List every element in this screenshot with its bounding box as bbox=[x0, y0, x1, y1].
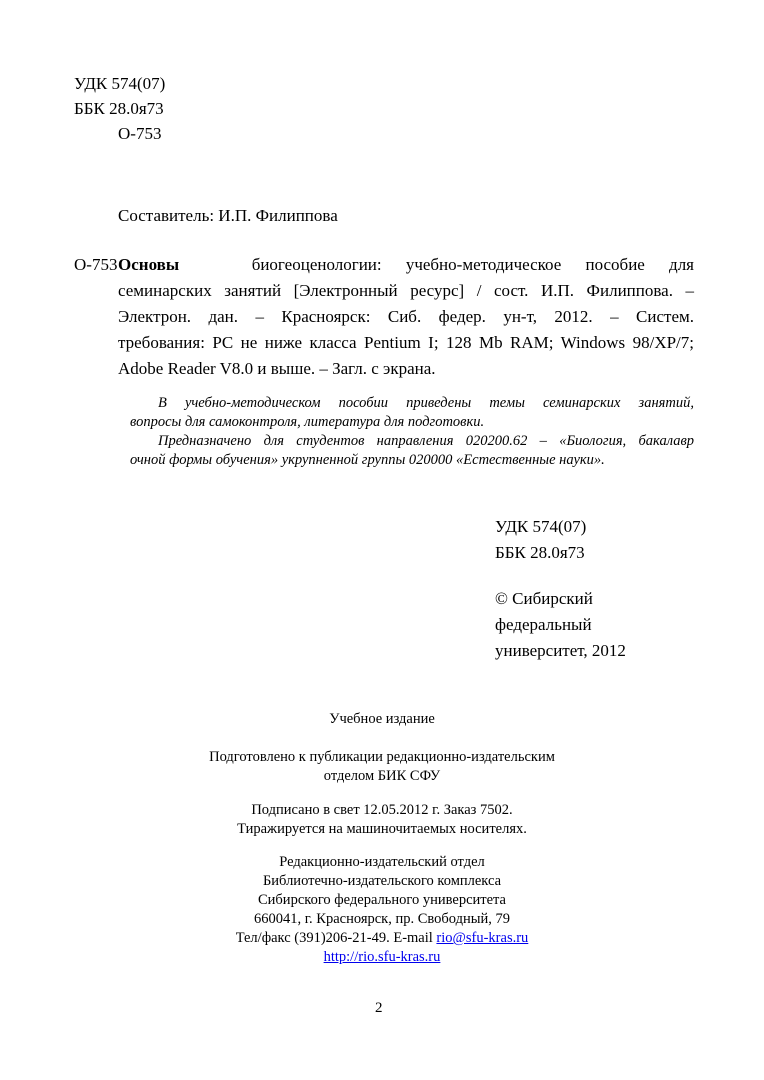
website-link[interactable]: http://rio.sfu-kras.ru bbox=[323, 949, 441, 965]
prepared-line: отделом БИК СФУ bbox=[323, 768, 441, 784]
annotation-line: В учебно-методическом пособии приведены темы семинарских занятий, bbox=[158, 395, 694, 411]
publisher-line: Сибирского федерального университета bbox=[258, 892, 506, 908]
annotation-line: Предназначено для студентов направления 020200.62 – «Биология, бакалавр bbox=[158, 433, 694, 449]
publisher-line: Редакционно-издательский отдел bbox=[279, 854, 485, 870]
classification-right bbox=[495, 514, 586, 566]
udk-code-right: УДК 574(07) bbox=[495, 517, 587, 536]
bbk-code-right: ББК 28.0я73 bbox=[495, 543, 585, 562]
annotation-line: вопросы для самоконтроля, литература для подготовки. bbox=[130, 414, 485, 430]
contact-text: Тел/факс (391)206-21-49. E-mail bbox=[235, 930, 437, 946]
publisher-line: Библиотечно-издательского комплекса bbox=[262, 873, 502, 889]
copyright-line: университет, 2012 bbox=[495, 641, 626, 660]
entry-title-bold: Основы bbox=[118, 255, 180, 274]
description-line bbox=[118, 252, 694, 278]
contact-line bbox=[0, 929, 764, 948]
description-line: семинарских занятий [Электронный ресурс] / сост. И.П. Филиппова. – bbox=[118, 281, 694, 300]
signed-block bbox=[0, 801, 764, 839]
description-text: биогеоценологии: учебно-методическое пособие для bbox=[251, 255, 694, 274]
signed-line: Тиражируется на машиночитаемых носителях. bbox=[237, 821, 527, 837]
bbk-code: ББК 28.0я73 bbox=[74, 99, 164, 118]
edition-type: Учебное издание bbox=[329, 711, 435, 727]
publisher-line: 660041, г. Красноярск, пр. Свободный, 79 bbox=[253, 911, 510, 927]
email-link[interactable]: rio@sfu-kras.ru bbox=[436, 930, 529, 946]
copyright-block bbox=[495, 586, 626, 664]
prepared-line: Подготовлено к публикации редакционно-издательским bbox=[209, 749, 555, 765]
publisher-block bbox=[0, 853, 764, 967]
description-line: Электрон. дан. – Красноярск: Сиб. федер. ун-т, 2012. – Систем. bbox=[118, 307, 694, 326]
author-sign-code: О-753 bbox=[118, 124, 162, 143]
signed-line: Подписано в свет 12.05.2012 г. Заказ 7502. bbox=[251, 802, 513, 818]
copyright-line: © Сибирский bbox=[495, 589, 593, 608]
description-line: требования: PC не ниже класса Pentium I; 128 Mb RAM; Windows 98/XP/7; bbox=[118, 333, 694, 352]
page-number: 2 bbox=[375, 1000, 383, 1016]
description-line: Adobe Reader V8.0 и выше. – Загл. с экрана. bbox=[118, 359, 436, 378]
annotation bbox=[130, 394, 694, 470]
copyright-line: федеральный bbox=[495, 615, 592, 634]
prepared-block bbox=[0, 748, 764, 786]
compiler-line: Составитель: И.П. Филиппова bbox=[118, 206, 338, 225]
bibliographic-description bbox=[118, 252, 694, 382]
udk-code: УДК 574(07) bbox=[74, 74, 166, 93]
website-line bbox=[0, 948, 764, 967]
annotation-line: очной формы обучения» укрупненной группы 020000 «Естественные науки». bbox=[130, 452, 605, 468]
entry-code: О-753 bbox=[74, 255, 118, 274]
